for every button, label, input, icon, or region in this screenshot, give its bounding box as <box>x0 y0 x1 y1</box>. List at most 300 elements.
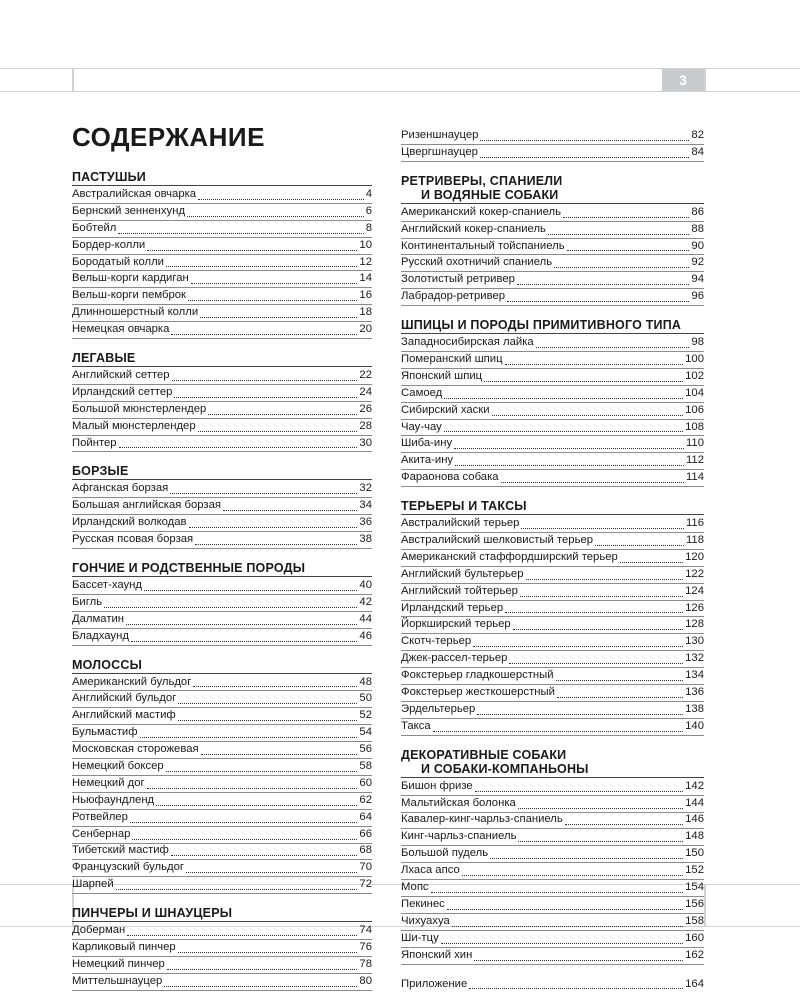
toc-entry-page: 110 <box>685 437 704 450</box>
section-heading <box>72 906 372 922</box>
toc-entry[interactable] <box>401 470 704 487</box>
section-heading-line-2: И СОБАКИ-КОМПАНЬОНЫ <box>421 761 589 776</box>
toc-entry-page: 60 <box>359 776 372 789</box>
toc-entry-page: 18 <box>359 306 372 319</box>
toc-entry-title: Лабрадор-ретривер <box>401 290 506 303</box>
section-heading <box>401 174 704 204</box>
toc-entry-page: 80 <box>359 974 372 987</box>
toc-entry-page: 108 <box>685 420 704 433</box>
toc-entry-page: 118 <box>685 534 704 547</box>
dot-leader <box>178 951 358 953</box>
section-heading-line: МОЛОССЫ <box>72 657 143 672</box>
toc-entry-page: 132 <box>685 652 704 665</box>
dot-leader <box>567 249 690 251</box>
toc-entry-title: Бульмастиф <box>72 726 138 739</box>
toc-entry[interactable] <box>72 974 372 991</box>
toc-entry-title: Померанский шпиц <box>401 353 503 365</box>
toc-entry-title: Шарпей <box>72 878 114 891</box>
dot-leader <box>118 232 363 234</box>
section-heading-line: РЕТРИВЕРЫ, СПАНИЕЛИ <box>401 173 563 188</box>
toc-entry[interactable] <box>401 239 704 256</box>
toc-entry[interactable] <box>401 205 704 222</box>
dot-leader <box>505 611 683 613</box>
toc-entry-page: 134 <box>685 669 704 682</box>
toc-entry[interactable] <box>72 288 372 305</box>
toc-entry[interactable] <box>401 685 704 702</box>
toc-entry-page: 104 <box>685 386 704 399</box>
dot-leader <box>164 985 357 987</box>
toc-entry[interactable] <box>72 532 372 549</box>
toc-entry-title: Немецкий дог <box>72 776 145 789</box>
toc-entry-title: Цвергшнауцер <box>401 145 478 158</box>
bottom-right-divider <box>704 884 706 927</box>
dot-leader <box>200 316 357 318</box>
toc-entry-page: 160 <box>685 931 704 944</box>
toc-entry-title: Ньюфаундленд <box>72 793 155 806</box>
toc-entry[interactable] <box>72 940 372 957</box>
top-right-divider <box>704 68 706 92</box>
dot-leader <box>127 934 357 936</box>
toc-entry-page: 22 <box>359 369 372 381</box>
section-heading <box>401 748 704 778</box>
toc-entry-title: Английский кокер-спаниель <box>401 222 546 235</box>
toc-entry-title: Длинношерстный колли <box>72 306 199 319</box>
toc-entry[interactable] <box>401 145 704 162</box>
toc-entry[interactable] <box>72 725 372 742</box>
toc-entry-page: 32 <box>359 482 372 495</box>
toc-entry-page: 84 <box>691 145 704 158</box>
toc-section <box>401 174 704 306</box>
toc-entry[interactable] <box>401 634 704 651</box>
dot-leader <box>477 713 683 715</box>
dot-leader <box>501 481 684 483</box>
toc-entry-page: 114 <box>685 471 704 484</box>
section-heading-line: ГОНЧИЕ И РОДСТВЕННЫЕ ПОРОДЫ <box>72 561 306 576</box>
toc-entry[interactable] <box>72 255 372 272</box>
dot-leader <box>469 987 683 989</box>
dot-leader <box>193 685 357 687</box>
toc-entry[interactable] <box>72 810 372 827</box>
toc-entry[interactable] <box>401 516 704 533</box>
toc-entry-title: Ирландский сеттер <box>72 385 173 398</box>
toc-entry-title: Доберман <box>72 924 126 937</box>
toc-entry[interactable] <box>401 813 704 830</box>
toc-entry[interactable] <box>72 515 372 532</box>
dot-leader <box>452 925 683 927</box>
top-left-divider <box>72 68 74 92</box>
dot-leader <box>433 730 683 732</box>
toc-entry[interactable] <box>72 322 372 339</box>
toc-entry[interactable] <box>72 595 372 612</box>
toc-entry[interactable] <box>401 617 704 634</box>
dot-leader <box>195 543 357 545</box>
toc-entry[interactable] <box>401 796 704 813</box>
appendix-entry[interactable] <box>401 977 704 993</box>
toc-entry[interactable] <box>72 844 372 861</box>
toc-entry[interactable] <box>401 931 704 948</box>
toc-entry[interactable] <box>72 238 372 255</box>
toc-entry-page: 106 <box>685 403 704 416</box>
section-heading-line: ПИНЧЕРЫ И ШНАУЦЕРЫ <box>72 906 233 921</box>
toc-entry[interactable] <box>72 305 372 322</box>
section-heading-line: ЛЕГАВЫЕ <box>72 351 136 366</box>
toc-entry-title: Фараонова собака <box>401 471 499 484</box>
toc-entry[interactable] <box>401 386 704 403</box>
toc-entry[interactable] <box>401 369 704 386</box>
toc-entry-page: 54 <box>359 726 372 739</box>
toc-entry-page: 130 <box>685 635 704 648</box>
toc-section-continued <box>401 128 704 162</box>
section-heading-line: ШПИЦЫ И ПОРОДЫ ПРИМИТИВНОГО ТИПА <box>401 318 682 333</box>
toc-entry-title: Английский сеттер <box>72 369 170 381</box>
toc-entry-page: 94 <box>691 273 704 286</box>
toc-entry[interactable] <box>72 827 372 844</box>
section-heading <box>72 170 372 186</box>
toc-entry-page: 142 <box>685 779 704 792</box>
toc-entry[interactable] <box>72 498 372 515</box>
dot-leader <box>431 891 684 893</box>
toc-entry-page: 64 <box>359 810 372 823</box>
dot-leader <box>480 139 689 141</box>
toc-entry-page: 164 <box>685 977 704 990</box>
dot-leader <box>166 265 357 267</box>
toc-entry-title: Ирландский волкодав <box>72 516 187 529</box>
dot-leader <box>462 874 683 876</box>
dot-leader <box>104 606 357 608</box>
toc-entry-page: 158 <box>685 914 704 927</box>
toc-entry[interactable] <box>401 222 704 239</box>
toc-entry-title: Американский стаффордширский терьер <box>401 550 618 563</box>
dot-leader <box>455 464 684 466</box>
dot-leader <box>147 787 358 789</box>
toc-entry[interactable] <box>401 533 704 550</box>
dot-leader <box>147 249 357 251</box>
toc-entry-title: Русская псовая борзая <box>72 533 194 546</box>
section-heading <box>72 464 372 480</box>
toc-entry-page: 4 <box>365 187 372 200</box>
section-heading <box>72 658 372 674</box>
toc-entry[interactable] <box>401 567 704 584</box>
toc-entry-title: Карликовый пинчер <box>72 941 176 954</box>
toc-entry-title: Бобтейл <box>72 221 117 234</box>
toc-entry-title: Пекинес <box>401 897 445 910</box>
toc-section <box>72 170 372 339</box>
toc-entry[interactable] <box>72 776 372 793</box>
toc-entry[interactable] <box>401 128 704 145</box>
dot-leader <box>484 380 683 382</box>
toc-entry-title: Скотч-терьер <box>401 635 472 648</box>
toc-entry[interactable] <box>401 914 704 931</box>
toc-entry-page: 8 <box>365 221 372 234</box>
toc-entry-page: 138 <box>685 702 704 715</box>
section-heading <box>72 351 372 367</box>
toc-entry-page: 156 <box>685 897 704 910</box>
dot-leader <box>513 628 683 630</box>
dot-leader <box>188 299 357 301</box>
toc-entry-title: Английский бультерьер <box>401 567 524 580</box>
toc-entry-title: Австралийская овчарка <box>72 187 197 200</box>
dot-leader <box>187 215 364 217</box>
toc-entry-title: Мопс <box>401 881 429 894</box>
toc-section <box>401 318 704 487</box>
dot-leader <box>171 854 358 856</box>
dot-leader <box>505 363 684 365</box>
toc-section <box>72 906 372 991</box>
toc-entry-page: 70 <box>359 861 372 874</box>
toc-entry-page: 86 <box>691 205 704 218</box>
toc-entry-page: 72 <box>359 878 372 891</box>
toc-entry[interactable] <box>401 719 704 736</box>
toc-entry[interactable] <box>72 759 372 776</box>
dot-leader <box>223 509 357 511</box>
toc-entry-page: 122 <box>685 567 704 580</box>
toc-entry-page: 62 <box>359 793 372 806</box>
toc-entry-title: Миттельшнауцер <box>72 974 163 987</box>
toc-entry-page: 34 <box>359 499 372 512</box>
section-heading-line: ПАСТУШЬИ <box>72 170 146 184</box>
dot-leader <box>557 696 683 698</box>
dot-leader <box>144 589 357 591</box>
dot-leader <box>441 942 683 944</box>
toc-entry[interactable] <box>401 863 704 880</box>
toc-entry-title: Фокстерьер жесткошерстный <box>401 686 555 699</box>
toc-entry-page: 136 <box>685 686 704 699</box>
dot-leader <box>126 623 357 625</box>
page-title: СОДЕРЖАНИЕ <box>72 122 265 152</box>
section-heading <box>72 561 372 577</box>
toc-section <box>72 658 372 895</box>
toc-entry-page: 150 <box>685 847 704 860</box>
toc-entry-title: Японский хин <box>401 948 473 961</box>
toc-entry-title: Бассет-хаунд <box>72 579 142 592</box>
toc-entry[interactable] <box>72 385 372 402</box>
toc-entry-page: 68 <box>359 844 372 857</box>
dot-leader <box>444 397 683 399</box>
toc-entry[interactable] <box>401 272 704 289</box>
toc-entry[interactable] <box>401 420 704 437</box>
toc-entry-title: Мальтийская болонка <box>401 796 516 809</box>
toc-entry[interactable] <box>72 481 372 498</box>
toc-entry[interactable] <box>72 402 372 419</box>
toc-section <box>72 561 372 646</box>
toc-section <box>72 464 372 549</box>
toc-entry-page: 90 <box>691 239 704 252</box>
toc-entry[interactable] <box>72 691 372 708</box>
toc-entry-title: Американский бульдог <box>72 675 192 688</box>
dot-leader <box>198 198 364 200</box>
dot-leader <box>191 282 358 284</box>
toc-entry-title: Тибетский мастиф <box>72 844 169 857</box>
toc-entry-page: 88 <box>691 222 704 235</box>
toc-entry-page: 16 <box>359 289 372 302</box>
toc-entry[interactable] <box>72 187 372 204</box>
toc-entry-page: 82 <box>691 128 704 141</box>
toc-entry-page: 78 <box>359 957 372 970</box>
toc-section <box>401 748 704 965</box>
toc-entry-title: Ротвейлер <box>72 810 128 823</box>
toc-entry-page: 140 <box>685 719 704 732</box>
toc-entry-page: 98 <box>691 336 704 349</box>
toc-entry-title: Ирландский терьер <box>401 601 504 614</box>
dot-leader <box>178 702 357 704</box>
toc-entry[interactable] <box>72 957 372 974</box>
toc-entry-title: Большой пудель <box>401 847 489 860</box>
toc-entry-title: Афганская борзая <box>72 482 169 495</box>
dot-leader <box>518 840 683 842</box>
toc-entry-page: 46 <box>359 629 372 642</box>
dot-leader <box>480 156 689 158</box>
toc-entry[interactable] <box>401 779 704 796</box>
toc-entry[interactable] <box>72 221 372 238</box>
toc-entry-page: 6 <box>365 204 372 217</box>
toc-entry[interactable] <box>401 335 704 352</box>
toc-entry[interactable] <box>72 271 372 288</box>
dot-leader <box>563 216 689 218</box>
toc-entry-page: 10 <box>359 238 372 251</box>
toc-entry[interactable] <box>72 629 372 646</box>
toc-entry-page: 38 <box>359 533 372 546</box>
toc-entry-page: 56 <box>359 743 372 756</box>
toc-entry-title: Немецкий боксер <box>72 760 164 773</box>
dot-leader <box>189 526 358 528</box>
toc-entry-title: Фокстерьер гладкошерстный <box>401 669 554 682</box>
dot-leader <box>170 492 357 494</box>
toc-entry-title: Акита-ину <box>401 454 454 467</box>
toc-entry[interactable] <box>401 702 704 719</box>
section-heading <box>401 318 704 334</box>
toc-entry[interactable] <box>72 860 372 877</box>
toc-entry-title: Московская сторожевая <box>72 743 199 756</box>
toc-entry-page: 24 <box>359 385 372 398</box>
toc-entry[interactable] <box>72 742 372 759</box>
dot-leader <box>490 857 683 859</box>
toc-entry-title: Чихуахуа <box>401 914 450 927</box>
toc-entry-page: 58 <box>359 760 372 773</box>
toc-entry[interactable] <box>72 675 372 692</box>
toc-entry-title: Малый мюнстерлендер <box>72 419 196 432</box>
toc-entry[interactable] <box>401 846 704 863</box>
toc-entry-page: 52 <box>359 709 372 722</box>
dot-leader <box>156 804 357 806</box>
toc-entry[interactable] <box>72 436 372 453</box>
section-heading-line: ДЕКОРАТИВНЫЕ СОБАКИ <box>401 747 567 762</box>
toc-entry-page: 120 <box>685 550 704 563</box>
toc-entry-title: Чау-чау <box>401 420 442 433</box>
dot-leader <box>167 968 358 970</box>
toc-entry-page: 116 <box>685 517 704 530</box>
toc-entry-title: Западносибирская лайка <box>401 336 534 349</box>
toc-entry[interactable] <box>72 793 372 810</box>
toc-entry-page: 66 <box>359 827 372 840</box>
toc-entry[interactable] <box>401 651 704 668</box>
dot-leader <box>140 736 358 738</box>
toc-section <box>72 351 372 452</box>
toc-entry[interactable] <box>401 829 704 846</box>
toc-entry[interactable] <box>72 368 372 385</box>
toc-entry-page: 26 <box>359 402 372 415</box>
toc-entry-page: 30 <box>359 436 372 449</box>
section-heading-line: БОРЗЫЕ <box>72 464 129 479</box>
toc-entry[interactable] <box>72 612 372 629</box>
dot-leader <box>178 719 358 721</box>
toc-entry[interactable] <box>401 584 704 601</box>
toc-entry-title: Лхаса апсо <box>401 864 460 877</box>
toc-entry-page: 112 <box>685 454 704 467</box>
toc-entry-title: Вельш-корги кардиган <box>72 272 189 285</box>
dot-leader <box>620 561 683 563</box>
toc-entry-title: Золотистый ретривер <box>401 273 515 286</box>
toc-entry[interactable] <box>401 255 704 272</box>
toc-entry[interactable] <box>401 897 704 914</box>
toc-entry[interactable] <box>401 453 704 470</box>
toc-entry-title: Кинг-чарльз-спаниель <box>401 830 517 843</box>
dot-leader <box>565 823 683 825</box>
dot-leader <box>554 266 689 268</box>
dot-leader <box>520 595 683 597</box>
toc-entry-title: Немецкая овчарка <box>72 323 170 336</box>
dot-leader <box>174 396 357 398</box>
toc-entry-title: Русский охотничий спаниель <box>401 256 553 269</box>
toc-entry-page: 146 <box>685 813 704 826</box>
toc-entry[interactable] <box>72 204 372 221</box>
toc-entry-page: 20 <box>359 323 372 336</box>
toc-entry-page: 42 <box>359 595 372 608</box>
toc-entry-title: Французский бульдог <box>72 861 185 874</box>
toc-entry[interactable] <box>401 668 704 685</box>
toc-section <box>401 499 704 736</box>
toc-entry[interactable] <box>401 403 704 420</box>
toc-entry-title: Ши-тцу <box>401 931 439 944</box>
toc-entry-page: 44 <box>359 612 372 625</box>
toc-entry-page: 148 <box>685 830 704 843</box>
dot-leader <box>521 527 684 529</box>
dot-leader <box>509 662 683 664</box>
toc-entry[interactable] <box>401 948 704 965</box>
dot-leader <box>116 888 358 890</box>
toc-entry-page: 102 <box>685 369 704 382</box>
toc-entry-title: Английский мастиф <box>72 709 176 722</box>
dot-leader <box>517 283 690 285</box>
toc-entry[interactable] <box>401 601 704 618</box>
toc-entry-page: 96 <box>691 290 704 303</box>
toc-entry[interactable] <box>401 289 704 306</box>
toc-entry[interactable] <box>72 877 372 894</box>
toc-entry-title: Бишон фризе <box>401 779 473 792</box>
toc-entry-title: Сибирский хаски <box>401 403 490 416</box>
dot-leader <box>518 807 683 809</box>
dot-leader <box>130 821 358 823</box>
toc-entry[interactable] <box>72 708 372 725</box>
page-number: 3 <box>662 69 704 91</box>
dot-leader <box>186 871 357 873</box>
toc-entry[interactable] <box>401 352 704 369</box>
toc-entry-title: Японский шпиц <box>401 369 483 382</box>
toc-entry[interactable] <box>401 550 704 567</box>
toc-entry[interactable] <box>401 436 704 453</box>
toc-entry-page: 124 <box>685 584 704 597</box>
toc-entry-title: Бордер-колли <box>72 238 146 251</box>
toc-entry[interactable] <box>401 880 704 897</box>
toc-entry-page: 28 <box>359 419 372 432</box>
dot-leader <box>474 959 683 961</box>
toc-entry-title: Пойнтер <box>72 436 117 449</box>
toc-entry[interactable] <box>72 578 372 595</box>
toc-entry-page: 74 <box>359 924 372 937</box>
toc-entry[interactable] <box>72 419 372 436</box>
toc-entry[interactable] <box>72 923 372 940</box>
dot-leader <box>208 413 357 415</box>
toc-entry-title: Большой мюнстерлендер <box>72 402 207 415</box>
